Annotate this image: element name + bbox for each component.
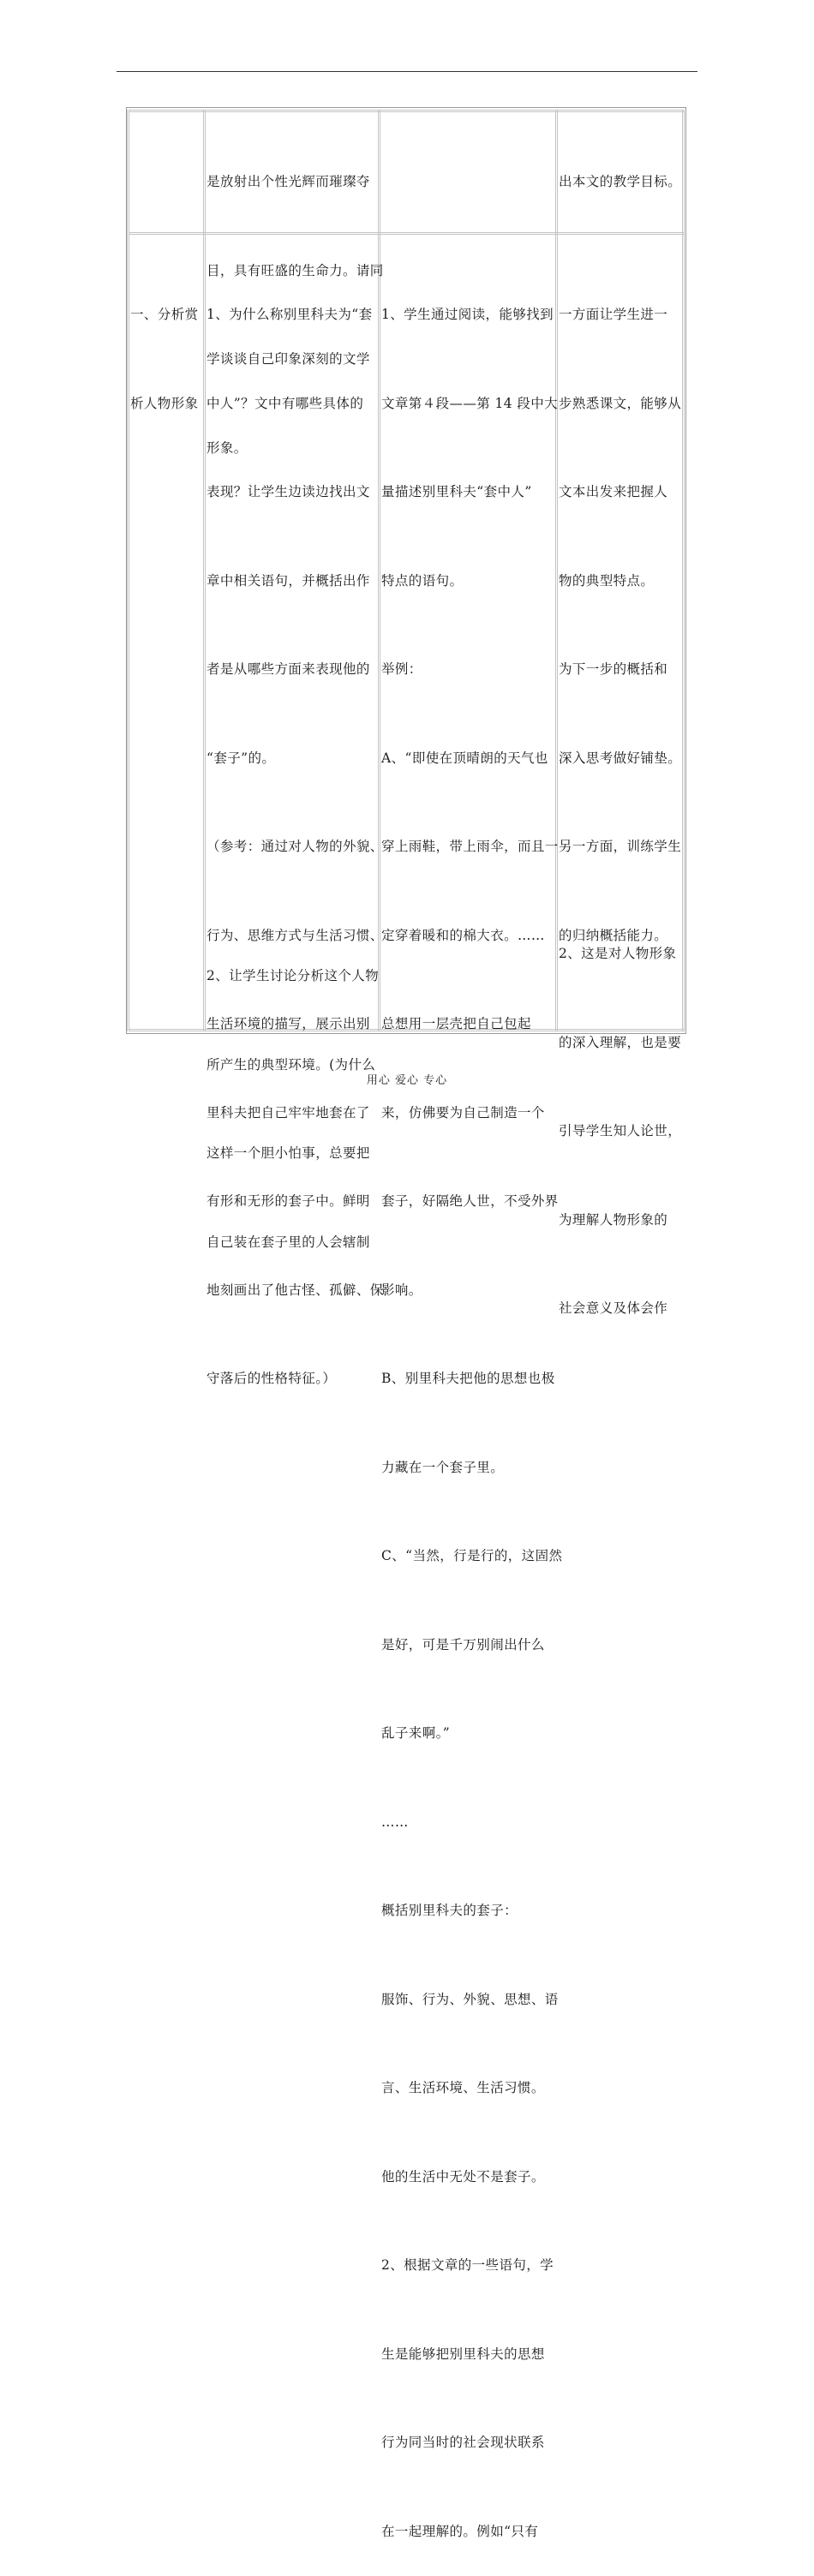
text-line: 2、根据文章的一些语句，学 [381,2257,554,2273]
text-line: 引导学生知人论世， [559,1123,682,1139]
text-line: 2、这是对人物形象 [559,946,677,961]
text-line: A、“即使在顶晴朗的天气也 [381,750,548,766]
page-footer: 用心 爱心 专心 [366,1074,448,1087]
text-line: 中人”？文中有哪些具体的 [206,395,364,411]
table-border-right [682,110,685,1031]
text-line: 所产生的典型环境。(为什么 [206,1056,376,1073]
text-line: 行为同当时的社会现状联系 [381,2435,545,2450]
text-line: B、别里科夫把他的思想也极 [381,1371,555,1386]
text-line: 文本出发来把握人 [559,484,668,499]
text-line: 1、为什么称别里科夫为“套 [206,307,373,322]
text-line: 为下一步的概括和 [559,661,668,677]
text-line: …… [381,1814,409,1830]
analysis-row-purpose-cell-2 [559,880,681,1353]
text-line: C、“当然，行是行的，这固然 [381,1548,563,1563]
text-line: 守落后的性格特征。） [206,1371,337,1386]
text-line: 学谈谈自己印象深刻的文学 [206,351,370,367]
text-line: 自己装在套子里的人会辖制 [206,1234,370,1250]
text-line: 定穿着暖和的棉大衣。…… [381,927,545,943]
analysis-row-student-cell [381,241,562,2576]
analysis-row-purpose-cell-1 [559,241,681,980]
text-line: 概括别里科夫的套子： [381,1903,518,1918]
intro-row-purpose-cell [559,108,681,226]
text-line: 目，具有旺盛的生命力。请同 [206,262,384,278]
text-line: 是好，可是千万别闹出什么 [381,1636,545,1653]
column-divider-1 [203,110,206,1031]
text-line: 这样一个胆小怕事，总要把 [206,1145,370,1161]
text-line: （参考：通过对人物的外貌、 [206,839,384,854]
text-line: 总想用一层壳把自己包起 [381,1016,531,1031]
analysis-row-stage-cell [130,241,199,448]
text-line: 社会意义及体会作 [559,1300,668,1316]
text-line: 有形和无形的套子中。鲜明 [206,1193,370,1209]
text-line: 表现？让学生边读边找出文 [206,484,370,499]
text-line: 是放射出个性光辉而璀璨夺 [206,174,370,189]
text-line: 生活环境的描写，展示出别 [206,1016,370,1031]
text-line: 章中相关语句，并概括出作 [206,572,370,589]
text-line: 乱子来啊。” [381,1725,451,1741]
text-line: 一方面让学生进一 [559,307,668,322]
text-line: 的深入理解，也是要 [559,1034,682,1050]
text-line: 里科夫把自己牢牢地套在了 [206,1104,370,1121]
text-line: 物的典型特点。 [559,572,655,589]
text-line: 1、学生通过阅读，能够找到 [381,307,554,322]
text-line: 服饰、行为、外貌、思想、语 [381,1991,559,2007]
text-line: 穿上雨鞋，带上雨伞，而且一 [381,839,559,854]
text-line: 出本文的教学目标。 [559,174,682,189]
analysis-row-teacher-cell-2 [206,902,379,1287]
text-line: 者是从哪些方面来表现他的 [206,661,370,677]
text-line: 特点的语句。 [381,572,464,589]
text-line: 深入思考做好铺垫。 [559,750,682,766]
table-border-left [127,110,129,1031]
text-line: 析人物形象 [130,395,199,411]
text-line: 为理解人物形象的 [559,1211,668,1228]
text-line: 另一方面，训练学生 [559,839,682,854]
text-line: 形象。 [206,439,248,456]
text-line: 地刻画出了他古怪、孤僻、保 [206,1282,384,1298]
text-line: 的归纳概括能力。 [559,927,668,943]
text-line: 步熟悉课文，能够从 [559,395,682,411]
text-line: 力藏在一个套子里。 [381,1459,505,1475]
text-line: 套子，好隔绝人世，不受外界 [381,1193,559,1209]
text-line: 影响。 [381,1282,422,1298]
text-line: 2、让学生讨论分析这个人物 [206,968,380,983]
text-line: 来，仿佛要为自己制造一个 [381,1104,545,1121]
text-line: 生是能够把别里科夫的思想 [381,2346,545,2362]
text-line: 在一起理解的。例如“只有 [381,2523,539,2539]
text-line: “套子”的。 [206,750,276,766]
text-line: 量描述别里科夫“套中人” [381,484,532,499]
text-line: 言、生活环境、生活习惯。 [381,2080,545,2095]
header-rule [117,71,697,72]
text-line: 一、分析赏 [130,307,199,322]
text-line: 文章第４段——第 14 段中大 [381,395,559,411]
text-line: 行为、思维方式与生活习惯、 [206,927,384,943]
text-line: 他的生活中无处不是套子。 [381,2168,545,2185]
text-line: 举例： [381,661,422,677]
